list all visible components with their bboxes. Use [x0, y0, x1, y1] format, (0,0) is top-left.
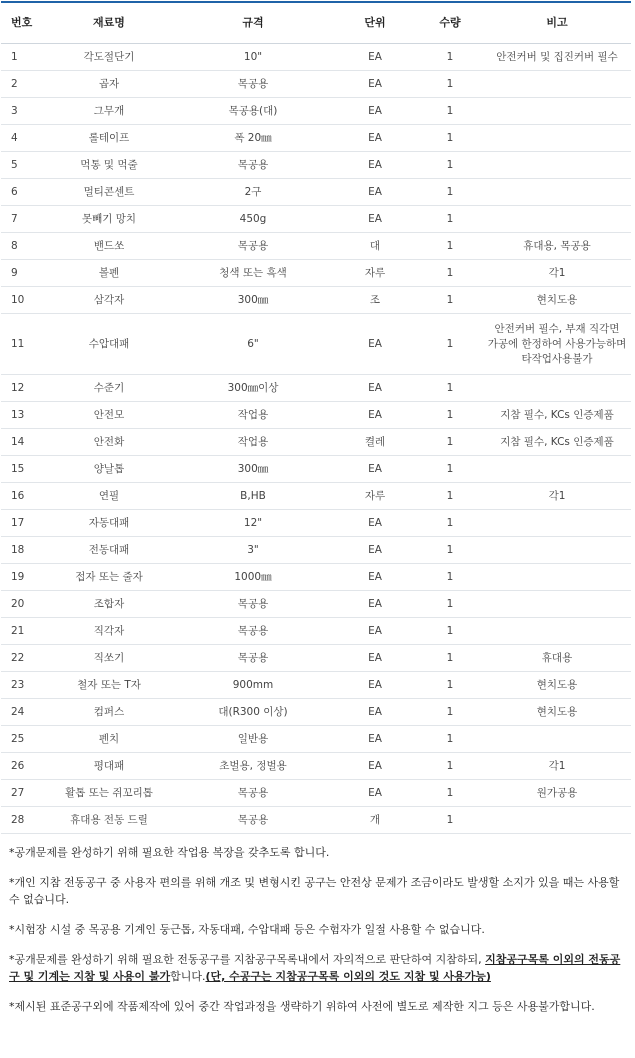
- quantity-cell: 1: [417, 753, 483, 780]
- note-power-tools-restriction: 지참공구목록 이외의 전동공구 및 기계는 지참 및 사용이 불가: [9, 953, 621, 983]
- table-row: [1, 206, 631, 233]
- remarks-cell: 지참 필수, KCs 인증제품: [483, 429, 631, 456]
- remarks-cell: 안전커버 및 집진커버 필수: [483, 44, 631, 71]
- material-name-cell: 자동대패: [45, 510, 173, 537]
- spec-cell: 6": [173, 314, 333, 375]
- material-name-cell: 멀티콘센트: [45, 179, 173, 206]
- note-work-clothes: *공개문제를 완성하기 위해 필요한 작업용 복장을 갖추도록 합니다.: [9, 846, 330, 859]
- spec-cell: 목공용: [173, 71, 333, 98]
- unit-cell: EA: [333, 402, 417, 429]
- note-modified-tools: *개인 지참 전동공구 중 사용자 편의를 위해 개조 및 변형시킨 공구는 안전상 문제가 조금이라도 발생할 소지가 있을 때는 사용할 수 없습니다.: [9, 876, 620, 906]
- quantity-cell: 1: [417, 537, 483, 564]
- material-name-cell: 볼펜: [45, 260, 173, 287]
- unit-cell: 자루: [333, 260, 417, 287]
- remarks-cell: [483, 152, 631, 179]
- header-material-name: 재료명: [45, 2, 173, 44]
- unit-cell: 조: [333, 287, 417, 314]
- table-row: [1, 456, 631, 483]
- unit-cell: EA: [333, 618, 417, 645]
- quantity-cell: 1: [417, 287, 483, 314]
- material-name-cell: 컴퍼스: [45, 699, 173, 726]
- remarks-cell: 현치도용: [483, 672, 631, 699]
- header-spec: 규격: [173, 2, 333, 44]
- material-name-cell: 직각자: [45, 618, 173, 645]
- row-number-cell: 18: [1, 537, 45, 564]
- spec-cell: 목공용: [173, 152, 333, 179]
- remarks-cell: [483, 179, 631, 206]
- row-number-cell: 4: [1, 125, 45, 152]
- material-name-cell: 못빼기 망치: [45, 206, 173, 233]
- remarks-cell: 각1: [483, 483, 631, 510]
- table-row: [1, 591, 631, 618]
- spec-cell: 목공용: [173, 618, 333, 645]
- spec-cell: 작업용: [173, 429, 333, 456]
- table-row: [1, 537, 631, 564]
- note-power-tools: [9, 951, 629, 985]
- page: [1, 1, 634, 1028]
- spec-cell: 폭 20㎜: [173, 125, 333, 152]
- unit-cell: EA: [333, 44, 417, 71]
- table-row: [1, 233, 631, 260]
- row-number-cell: 19: [1, 564, 45, 591]
- unit-cell: EA: [333, 314, 417, 375]
- table-row: [1, 780, 631, 807]
- material-name-cell: 펜치: [45, 726, 173, 753]
- quantity-cell: 1: [417, 71, 483, 98]
- table-row: [1, 260, 631, 287]
- table-row: [1, 125, 631, 152]
- row-number-cell: 5: [1, 152, 45, 179]
- row-number-cell: 21: [1, 618, 45, 645]
- note-facility-machines: *시험장 시설 중 목공용 기계인 둥근톱, 자동대패, 수압대패 등은 수험자가 일절 사용할 수 없습니다.: [9, 923, 485, 936]
- material-name-cell: 직쏘기: [45, 645, 173, 672]
- material-name-cell: 조합자: [45, 591, 173, 618]
- remarks-cell: [483, 456, 631, 483]
- remarks-cell: [483, 375, 631, 402]
- table-row: [1, 753, 631, 780]
- unit-cell: EA: [333, 591, 417, 618]
- material-name-cell: 안전화: [45, 429, 173, 456]
- row-number-cell: 15: [1, 456, 45, 483]
- material-name-cell: 안전모: [45, 402, 173, 429]
- remarks-cell: 원가공용: [483, 780, 631, 807]
- spec-cell: 300㎜: [173, 456, 333, 483]
- quantity-cell: 1: [417, 44, 483, 71]
- materials-table: [1, 1, 631, 834]
- row-number-cell: 28: [1, 807, 45, 834]
- quantity-cell: 1: [417, 402, 483, 429]
- quantity-cell: 1: [417, 618, 483, 645]
- quantity-cell: 1: [417, 98, 483, 125]
- material-name-cell: 전동대패: [45, 537, 173, 564]
- unit-cell: 대: [333, 233, 417, 260]
- row-number-cell: 7: [1, 206, 45, 233]
- table-row: [1, 287, 631, 314]
- table-row: [1, 699, 631, 726]
- material-name-cell: 그무개: [45, 98, 173, 125]
- quantity-cell: 1: [417, 429, 483, 456]
- material-name-cell: 철자 또는 T자: [45, 672, 173, 699]
- unit-cell: EA: [333, 699, 417, 726]
- material-name-cell: 각도절단기: [45, 44, 173, 71]
- header-unit: 단위: [333, 2, 417, 44]
- spec-cell: 12": [173, 510, 333, 537]
- header-number: 번호: [1, 2, 45, 44]
- material-name-cell: 양날톱: [45, 456, 173, 483]
- remarks-cell: 휴대용: [483, 645, 631, 672]
- quantity-cell: 1: [417, 206, 483, 233]
- table-row: [1, 618, 631, 645]
- table-row: [1, 44, 631, 71]
- row-number-cell: 27: [1, 780, 45, 807]
- quantity-cell: 1: [417, 780, 483, 807]
- spec-cell: 청색 또는 흑색: [173, 260, 333, 287]
- material-name-cell: 휴대용 전동 드릴: [45, 807, 173, 834]
- material-name-cell: 삼각자: [45, 287, 173, 314]
- table-header-row: [1, 2, 631, 44]
- quantity-cell: 1: [417, 260, 483, 287]
- quantity-cell: 1: [417, 510, 483, 537]
- notes-section: [1, 844, 629, 1015]
- quantity-cell: 1: [417, 125, 483, 152]
- remarks-cell: [483, 591, 631, 618]
- table-row: [1, 672, 631, 699]
- spec-cell: 10": [173, 44, 333, 71]
- spec-cell: 목공용: [173, 233, 333, 260]
- row-number-cell: 22: [1, 645, 45, 672]
- spec-cell: 1000㎜: [173, 564, 333, 591]
- row-number-cell: 2: [1, 71, 45, 98]
- unit-cell: EA: [333, 537, 417, 564]
- quantity-cell: 1: [417, 591, 483, 618]
- unit-cell: EA: [333, 753, 417, 780]
- quantity-cell: 1: [417, 672, 483, 699]
- row-number-cell: 11: [1, 314, 45, 375]
- unit-cell: EA: [333, 780, 417, 807]
- quantity-cell: 1: [417, 179, 483, 206]
- table-row: [1, 179, 631, 206]
- remarks-cell: [483, 618, 631, 645]
- remarks-cell: [483, 71, 631, 98]
- row-number-cell: 1: [1, 44, 45, 71]
- material-name-cell: 수압대패: [45, 314, 173, 375]
- quantity-cell: 1: [417, 233, 483, 260]
- row-number-cell: 9: [1, 260, 45, 287]
- spec-cell: 900mm: [173, 672, 333, 699]
- material-name-cell: 먹통 및 먹줄: [45, 152, 173, 179]
- note-jigs: *제시된 표준공구외에 작품제작에 있어 중간 작업과정을 생략하기 위하여 사전에 별도로 제작한 지그 등은 사용불가합니다.: [9, 1000, 595, 1013]
- spec-cell: B,HB: [173, 483, 333, 510]
- spec-cell: 목공용: [173, 807, 333, 834]
- spec-cell: 작업용: [173, 402, 333, 429]
- table-row: [1, 375, 631, 402]
- material-name-cell: 활톱 또는 쥐꼬리톱: [45, 780, 173, 807]
- table-row: [1, 510, 631, 537]
- remarks-cell: 각1: [483, 753, 631, 780]
- row-number-cell: 26: [1, 753, 45, 780]
- unit-cell: EA: [333, 564, 417, 591]
- unit-cell: EA: [333, 645, 417, 672]
- spec-cell: 2구: [173, 179, 333, 206]
- remarks-cell: [483, 807, 631, 834]
- row-number-cell: 10: [1, 287, 45, 314]
- material-name-cell: 수준기: [45, 375, 173, 402]
- remarks-cell: [483, 726, 631, 753]
- quantity-cell: 1: [417, 645, 483, 672]
- header-quantity: 수량: [417, 2, 483, 44]
- table-row: [1, 483, 631, 510]
- row-number-cell: 12: [1, 375, 45, 402]
- row-number-cell: 6: [1, 179, 45, 206]
- row-number-cell: 13: [1, 402, 45, 429]
- material-name-cell: 평대패: [45, 753, 173, 780]
- spec-cell: 초벌용, 정벌용: [173, 753, 333, 780]
- row-number-cell: 23: [1, 672, 45, 699]
- remarks-cell: [483, 537, 631, 564]
- table-row: [1, 564, 631, 591]
- table-body: [1, 44, 631, 834]
- remarks-cell: [483, 510, 631, 537]
- note-power-tools-end: 합니다.: [170, 970, 206, 983]
- quantity-cell: 1: [417, 564, 483, 591]
- row-number-cell: 17: [1, 510, 45, 537]
- unit-cell: 켤레: [333, 429, 417, 456]
- spec-cell: 목공용: [173, 591, 333, 618]
- table-row: [1, 98, 631, 125]
- row-number-cell: 24: [1, 699, 45, 726]
- unit-cell: EA: [333, 726, 417, 753]
- table-row: [1, 152, 631, 179]
- unit-cell: EA: [333, 456, 417, 483]
- note-power-tools-text: *공개문제를 완성하기 위해 필요한 전동공구를 지참공구목록내에서 자의적으로 판단하여 지참하되,: [9, 953, 486, 966]
- table-row: [1, 71, 631, 98]
- quantity-cell: 1: [417, 807, 483, 834]
- remarks-cell: 현치도용: [483, 699, 631, 726]
- material-name-cell: 롤테이프: [45, 125, 173, 152]
- row-number-cell: 3: [1, 98, 45, 125]
- unit-cell: EA: [333, 179, 417, 206]
- table-row: [1, 807, 631, 834]
- material-name-cell: 연필: [45, 483, 173, 510]
- table-row: [1, 645, 631, 672]
- unit-cell: 개: [333, 807, 417, 834]
- table-row: [1, 726, 631, 753]
- table-row: [1, 429, 631, 456]
- spec-cell: 300㎜이상: [173, 375, 333, 402]
- row-number-cell: 8: [1, 233, 45, 260]
- remarks-cell: [483, 564, 631, 591]
- quantity-cell: 1: [417, 152, 483, 179]
- spec-cell: 목공용: [173, 780, 333, 807]
- remarks-cell: [483, 98, 631, 125]
- unit-cell: EA: [333, 375, 417, 402]
- material-name-cell: 밴드쏘: [45, 233, 173, 260]
- spec-cell: 목공용: [173, 645, 333, 672]
- header-remarks: 비고: [483, 2, 631, 44]
- spec-cell: 일반용: [173, 726, 333, 753]
- unit-cell: EA: [333, 71, 417, 98]
- spec-cell: 300㎜: [173, 287, 333, 314]
- row-number-cell: 14: [1, 429, 45, 456]
- spec-cell: 450g: [173, 206, 333, 233]
- quantity-cell: 1: [417, 456, 483, 483]
- remarks-cell: 지참 필수, KCs 인증제품: [483, 402, 631, 429]
- unit-cell: EA: [333, 152, 417, 179]
- row-number-cell: 20: [1, 591, 45, 618]
- unit-cell: 자루: [333, 483, 417, 510]
- unit-cell: EA: [333, 206, 417, 233]
- table-row: [1, 402, 631, 429]
- row-number-cell: 25: [1, 726, 45, 753]
- remarks-cell: 현치도용: [483, 287, 631, 314]
- remarks-cell: [483, 206, 631, 233]
- note-hand-tools-exception: (단, 수공구는 지참공구목록 이외의 것도 지참 및 사용가능): [205, 970, 491, 983]
- unit-cell: EA: [333, 510, 417, 537]
- unit-cell: EA: [333, 98, 417, 125]
- material-name-cell: 접자 또는 줄자: [45, 564, 173, 591]
- remarks-cell: 안전커버 필수, 부재 직각면 가공에 한정하여 사용가능하며 타작업사용불가: [483, 314, 631, 375]
- spec-cell: 3": [173, 537, 333, 564]
- quantity-cell: 1: [417, 483, 483, 510]
- quantity-cell: 1: [417, 375, 483, 402]
- quantity-cell: 1: [417, 699, 483, 726]
- remarks-cell: 각1: [483, 260, 631, 287]
- unit-cell: EA: [333, 672, 417, 699]
- quantity-cell: 1: [417, 314, 483, 375]
- table-row: [1, 314, 631, 375]
- remarks-cell: [483, 125, 631, 152]
- quantity-cell: 1: [417, 726, 483, 753]
- remarks-cell: 휴대용, 목공용: [483, 233, 631, 260]
- spec-cell: 목공용(대): [173, 98, 333, 125]
- row-number-cell: 16: [1, 483, 45, 510]
- material-name-cell: 곱자: [45, 71, 173, 98]
- spec-cell: 대(R300 이상): [173, 699, 333, 726]
- unit-cell: EA: [333, 125, 417, 152]
